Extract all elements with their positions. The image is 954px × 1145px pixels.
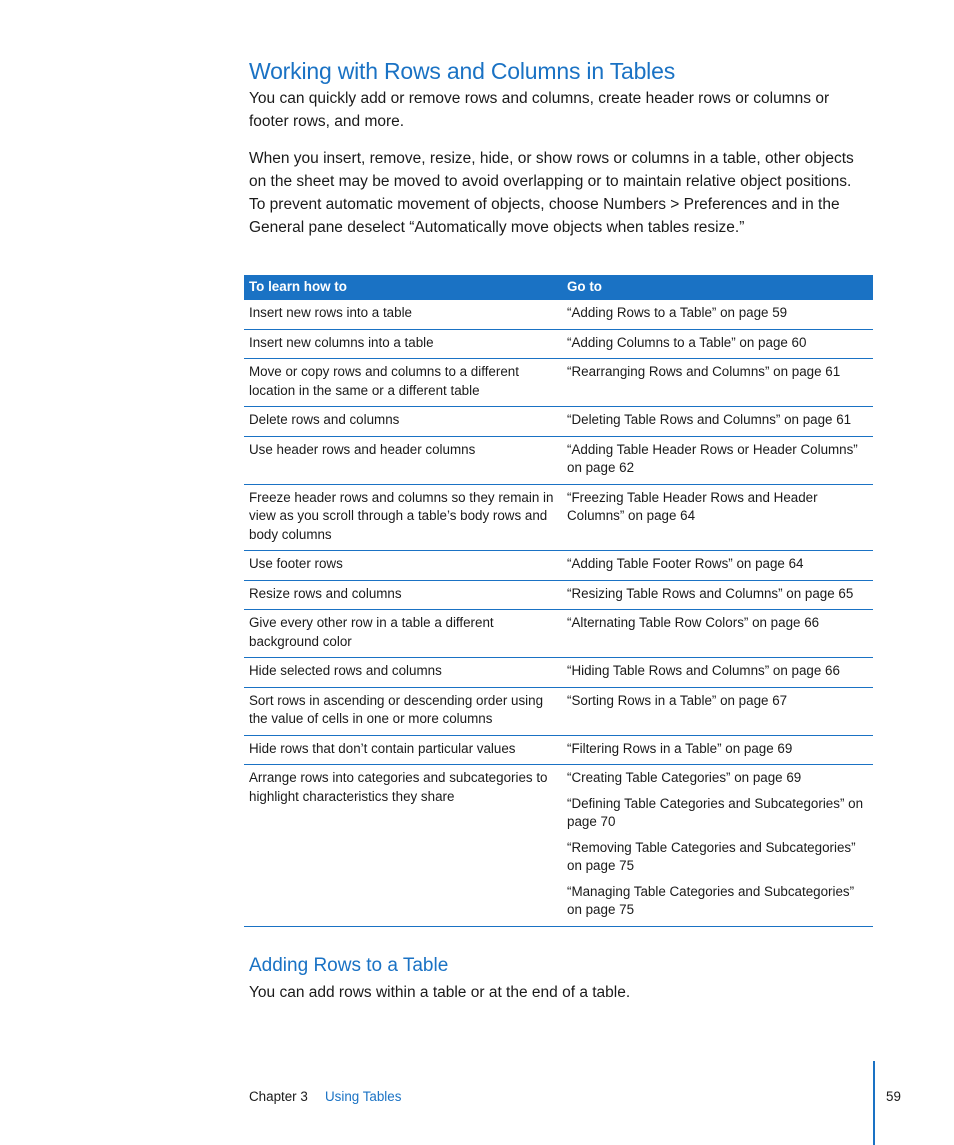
cross-reference-link[interactable]: “Hiding Table Rows and Columns” on page 66	[567, 663, 840, 678]
task-cell: Hide selected rows and columns	[244, 658, 559, 688]
task-cell: Arrange rows into categories and subcategories to highlight characteristics they share	[244, 765, 559, 927]
body-paragraph: When you insert, remove, resize, hide, or show rows or columns in a table, other objects on the sheet may be moved to avoid overlapping or to maintain relative object positions. To prevent automatic movement of objects, choose Numbers > Preferences and in the General pane deselect “Automatically move objects when tables resize.”	[249, 150, 854, 236]
cross-reference-link[interactable]: “Adding Rows to a Table” on page 59	[567, 305, 788, 320]
cross-reference-link[interactable]: “Sorting Rows in a Table” on page 67	[567, 692, 788, 708]
table-row	[244, 735, 873, 765]
table-row	[244, 765, 873, 927]
goto-cell	[559, 687, 873, 735]
table-row	[244, 551, 873, 581]
cross-reference-link[interactable]: “Resizing Table Rows and Columns” on page 65	[567, 585, 854, 601]
intro-paragraph: You can quickly add or remove rows and columns, create header rows or columns or footer rows, and more.	[249, 90, 830, 130]
footer-chapter-link[interactable]: Using Tables	[325, 1089, 402, 1104]
cross-reference-link[interactable]: “Filtering Rows in a Table” on page 69	[567, 740, 793, 756]
cross-reference-link[interactable]: “Deleting Table Rows and Columns” on page 61	[567, 412, 852, 427]
task-cell: Move or copy rows and columns to a different location in the same or a different table	[244, 359, 559, 407]
cross-reference-link[interactable]: “Managing Table Categories and Subcategories” on page 75	[567, 883, 855, 917]
task-cell: Use header rows and header columns	[244, 436, 559, 484]
section-body: You can add rows within a table or at the end of a table.	[249, 984, 631, 1001]
page-number: 59	[886, 1089, 901, 1104]
table-row	[244, 687, 873, 735]
goto-cell	[559, 580, 873, 610]
cross-reference-link[interactable]: “Creating Table Categories” on page 69	[567, 770, 802, 785]
column-header-task: To learn how to	[244, 275, 559, 300]
goto-cell	[559, 551, 873, 581]
cross-reference-link[interactable]: “Alternating Table Row Colors” on page 66	[567, 615, 820, 630]
task-cell: Freeze header rows and columns so they remain in view as you scroll through a table’s body rows and body columns	[244, 484, 559, 551]
goto-cell	[559, 407, 873, 437]
goto-cell	[559, 359, 873, 407]
cross-reference-link[interactable]: “Freezing Table Header Rows and Header Columns” on page 64	[567, 489, 818, 523]
footer-divider	[873, 1061, 875, 1145]
goto-cell	[559, 765, 873, 927]
page-title: Working with Rows and Columns in Tables	[249, 58, 675, 84]
cross-reference-link[interactable]: “Adding Columns to a Table” on page 60	[567, 334, 807, 350]
goto-cell	[559, 658, 873, 688]
section-title: Adding Rows to a Table	[249, 955, 449, 976]
table-row	[244, 407, 873, 437]
cross-reference-link[interactable]: “Adding Table Footer Rows” on page 64	[567, 556, 804, 571]
goto-cell	[559, 484, 873, 551]
table-header-row	[244, 275, 873, 300]
task-cell: Use footer rows	[244, 551, 559, 581]
goto-cell	[559, 300, 873, 329]
task-cell: Resize rows and columns	[244, 580, 559, 610]
table-row	[244, 580, 873, 610]
table-row	[244, 658, 873, 688]
goto-cell	[559, 436, 873, 484]
task-cell: Hide rows that don’t contain particular values	[244, 735, 559, 765]
task-cell: Delete rows and columns	[244, 407, 559, 437]
goto-cell	[559, 329, 873, 359]
table-row	[244, 610, 873, 658]
cross-reference-link[interactable]: “Rearranging Rows and Columns” on page 61	[567, 364, 841, 379]
footer-chapter-label: Chapter 3	[249, 1089, 308, 1104]
table-row	[244, 300, 873, 329]
table-row	[244, 436, 873, 484]
task-cell: Insert new rows into a table	[244, 300, 559, 329]
table-row	[244, 484, 873, 551]
task-cell: Insert new columns into a table	[244, 329, 559, 359]
goto-cell	[559, 735, 873, 765]
goto-cell	[559, 610, 873, 658]
cross-reference-link[interactable]: “Adding Table Header Rows or Header Columns” on page 62	[567, 441, 858, 475]
column-header-goto: Go to	[559, 275, 873, 300]
table-body	[244, 300, 873, 926]
task-cell: Sort rows in ascending or descending order using the value of cells in one or more columns	[244, 687, 559, 735]
cross-reference-link[interactable]: “Removing Table Categories and Subcategories” on page 75	[567, 839, 856, 873]
task-cell: Give every other row in a table a different background color	[244, 610, 559, 658]
topics-table	[244, 275, 873, 927]
table-row	[244, 359, 873, 407]
table-row	[244, 329, 873, 359]
cross-reference-link[interactable]: “Defining Table Categories and Subcategories” on page 70	[567, 795, 864, 829]
